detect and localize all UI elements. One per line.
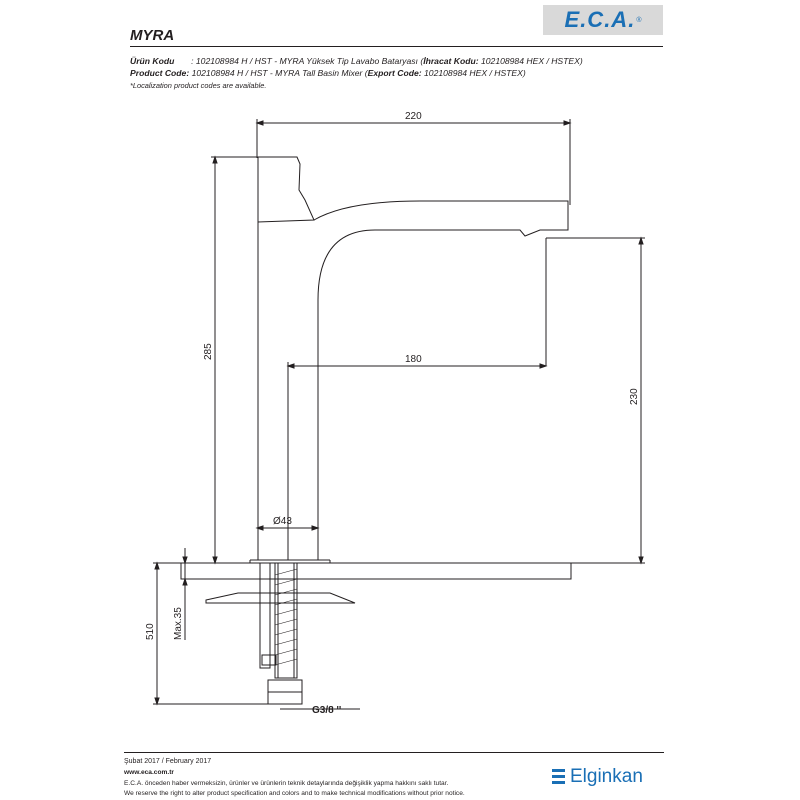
dim-label-510: 510 [145,623,156,640]
footer-divider [124,752,664,753]
en-export-label: Export Code: [367,68,422,78]
tap-spout [314,201,568,300]
dim-label-230: 230 [629,388,640,405]
elginkan-e-icon [552,769,566,785]
dim-label-220: 220 [405,111,422,122]
footer-disclaimer-tr: E.C.A. önceden haber vermeksizin, ürünler ve ürünlerin teknik detaylarında değişiklik yapma hakkını saklı tutar. [124,780,449,787]
mounting-plate [206,593,355,603]
en-code-text: 102108984 H / HST - MYRA Tall Basin Mixer ( [189,68,368,78]
dim-label-thread: G3/8 '' [312,705,342,716]
tr-export-text: 102108984 HEX / HSTEX) [478,56,583,66]
elginkan-brand-name: Elginkan [570,766,643,787]
dim-label-180: 180 [405,354,422,365]
tr-code-label: Ürün Kodu [130,56,175,66]
tr-code-text: : 102108984 H / HST - MYRA Yüksek Tip Lavabo Bataryası ( [191,56,424,66]
product-title: MYRA [130,27,175,44]
eca-logo-text: E.C.A. [564,7,636,32]
registered-mark: ® [636,16,642,24]
tr-export-label: İhracat Kodu: [423,56,479,66]
dim-label-diameter: Ø43 [273,516,292,527]
counter-top [181,563,571,579]
elginkan-logo [552,766,643,788]
footer-disclaimer-en: We reserve the right to alter product specification and colors and to make technical modifications without prior notice. [124,790,465,797]
tap-handle [258,157,314,222]
footer-date: Şubat 2017 / February 2017 [124,758,212,765]
footer-website-link[interactable]: www.eca.com.tr [124,769,174,776]
dim-label-max35: Max.35 [173,607,184,640]
en-code-label: Product Code: [130,68,190,78]
dim-label-285: 285 [203,343,214,360]
en-export-text: 102108984 HEX / HSTEX) [421,68,526,78]
localization-note: *Localization product codes are available. [130,81,267,90]
